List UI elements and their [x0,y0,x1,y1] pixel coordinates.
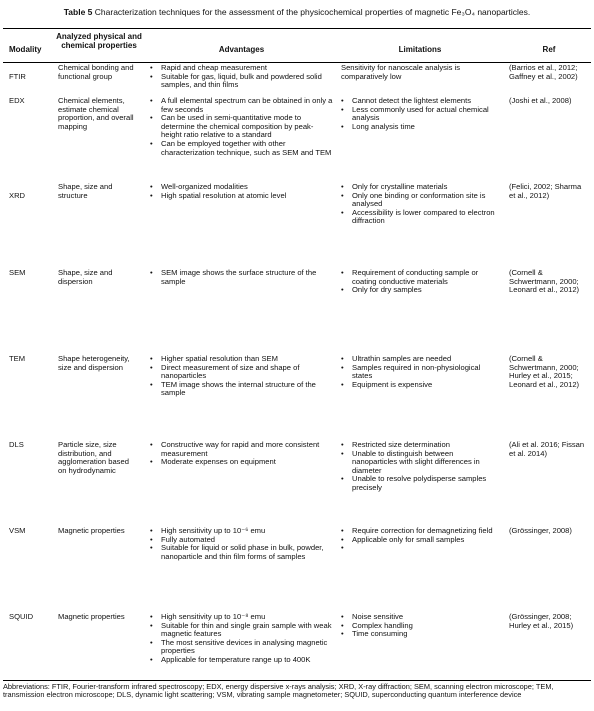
advantage-item: • Can be used in semi-quantitative mode to determine the chemical composition by peak-height ratio relative to a standard [150,114,333,140]
limitation-item: • Long analysis time [341,123,499,132]
limitation-item: • Only for dry samples [341,286,499,295]
row-properties: Magnetic properties [58,612,125,621]
row-ref: (Barrios et al., 2012; Gaffney et al., 2002) [509,63,578,81]
row-ref: (Cornell & Schwertmann, 2000; Leonard et al., 2012) [509,268,580,295]
row-properties: Shape heterogeneity, size and dispersion [58,354,130,372]
row-ref: (Grössinger, 2008; Hurley et al., 2015) [509,612,574,630]
limitation-item: • Only for crystalline materials [341,183,499,192]
advantage-item: • Suitable for gas, liquid, bulk and powdered solid samples, and thin films [150,73,333,90]
row-modality: VSM [9,526,26,535]
advantage-item: • High spatial resolution at atomic level [150,192,333,201]
header-modality: Modality [9,45,42,54]
limitation-item: • Ultrathin samples are needed [341,355,499,364]
row-properties: Particle size, size distribution, and agglomeration based on hydrodynamic [58,440,129,475]
advantage-item: • TEM image shows the internal structure of the sample [150,381,333,398]
row-ref: (Ali et al. 2016; Fissan et al. 2014) [509,440,585,458]
advantage-item: • Suitable for thin and single grain sample with weak magnetic features [150,622,333,639]
row-advantages [150,613,333,665]
row-properties: Shape, size and dispersion [58,268,113,286]
bottom-rule [3,680,591,681]
row-advantages [150,527,333,561]
row-modality: XRD [9,191,26,200]
row-ref: (Felici, 2002; Sharma et al., 2012) [509,182,582,200]
row-advantages [150,183,333,200]
row-advantages [150,269,333,286]
row-properties: Shape, size and structure [58,182,113,200]
row-limitations [341,183,499,226]
advantage-item: • Direct measurement of size and shape of nanoparticles [150,364,333,381]
advantage-item: • Rapid and cheap measurement [150,64,333,73]
limitation-item: • Require correction for demagnetizing field [341,527,499,536]
limitation-item: • Accessibility is lower compared to electron diffraction [341,209,499,226]
limitation-item: • Applicable only for small samples [341,536,499,545]
row-properties: Magnetic properties [58,526,125,535]
limitation-item: • Requirement of conducting sample or coating conductive materials [341,269,499,286]
limitation-item: • Time consuming [341,630,499,639]
limitation-item: • Samples required in non-physiological states [341,364,499,381]
row-ref: (Joshi et al., 2008) [509,96,572,105]
row-limitations [341,97,499,131]
row-advantages [150,64,333,90]
caption-text: Characterization techniques for the assessment of the physicochemical properties of magnetic Fe₃O₄ nanoparticles. [94,7,531,17]
row-limitations [341,355,499,389]
table-page [3,0,591,711]
row-modality: TEM [9,354,26,363]
row-properties: Chemical bonding and functional group [58,63,134,81]
advantage-item: • Constructive way for rapid and more consistent measurement [150,441,333,458]
header-limitations: Limitations [398,45,442,54]
advantage-item: • High sensitivity up to 10⁻⁶ emu [150,527,333,536]
advantage-item: • The most sensitive devices in analysing magnetic properties [150,639,333,656]
header-advantages: Advantages [218,45,265,54]
limitation-item: • Unable to distinguish between nanoparticles with slight differences in diameter [341,450,499,476]
header-ref: Ref [542,45,556,54]
row-limitations [341,441,499,493]
limitation-item [341,544,499,553]
advantage-item: • Applicable for temperature range up to 400K [150,656,333,665]
limitation-item: • Less commonly used for actual chemical analysis [341,106,499,123]
row-advantages [150,355,333,398]
advantage-item: • Suitable for liquid or solid phase in bulk, powder, nanoparticle and thin film forms of samples [150,544,333,561]
advantage-item: • Higher spatial resolution than SEM [150,355,333,364]
advantage-item: • Well-organized modalities [150,183,333,192]
advantage-item: • SEM image shows the surface structure of the sample [150,269,333,286]
table-footnote: Abbreviations: FTIR, Fourier-transform infrared spectroscopy; EDX, energy dispersive x-rays analysis; XRD, X-ray diffraction; SEM, scanning electron microscope; TEM, transmission electron microscope; DLS, dynamic light scattering; VSM, vibrating sample magnetometer; SQUID, superconducting quantum interference device [3,682,554,700]
row-properties: Chemical elements, estimate chemical proportion, and overall mapping [58,96,134,131]
header-properties: Analyzed physical and chemical properties [56,32,142,50]
row-modality: EDX [9,96,25,105]
row-limitations [341,613,499,639]
limitation-item: • Complex handling [341,622,499,631]
row-advantages [150,97,333,157]
advantage-item: • Moderate expenses on equipment [150,458,333,467]
caption-label: Table 5 [63,7,93,17]
limitation-item: • Restricted size determination [341,441,499,450]
advantage-item: • A full elemental spectrum can be obtained in only a few seconds [150,97,333,114]
row-modality: DLS [9,440,24,449]
row-modality: SQUID [9,612,34,621]
row-modality: FTIR [9,72,26,81]
row-limitations [341,269,499,295]
advantage-item: • Can be employed together with other characterization technique, such as SEM and TEM [150,140,333,157]
limitation-item: • Cannot detect the lightest elements [341,97,499,106]
row-limitations [341,527,499,553]
table-caption [3,7,591,17]
advantage-item: • High sensitivity up to 10⁻⁸ emu [150,613,333,622]
advantage-item: • Fully automated [150,536,333,545]
row-advantages [150,441,333,467]
limitation-item: • Unable to resolve polydisperse samples precisely [341,475,499,492]
limitation-item: • Only one binding or conformation site is analysed [341,192,499,209]
limitation-item: • Noise sensitive [341,613,499,622]
row-modality: SEM [9,268,26,277]
row-ref: (Grössinger, 2008) [509,526,572,535]
limitation-item: • Equipment is expensive [341,381,499,390]
row-limitations [341,64,499,81]
limitation-item: Sensitivity for nanoscale analysis is comparatively low [341,63,461,81]
top-rule [3,28,591,29]
row-ref: (Cornell & Schwertmann, 2000; Hurley et al., 2015; Leonard et al., 2012) [509,354,580,389]
